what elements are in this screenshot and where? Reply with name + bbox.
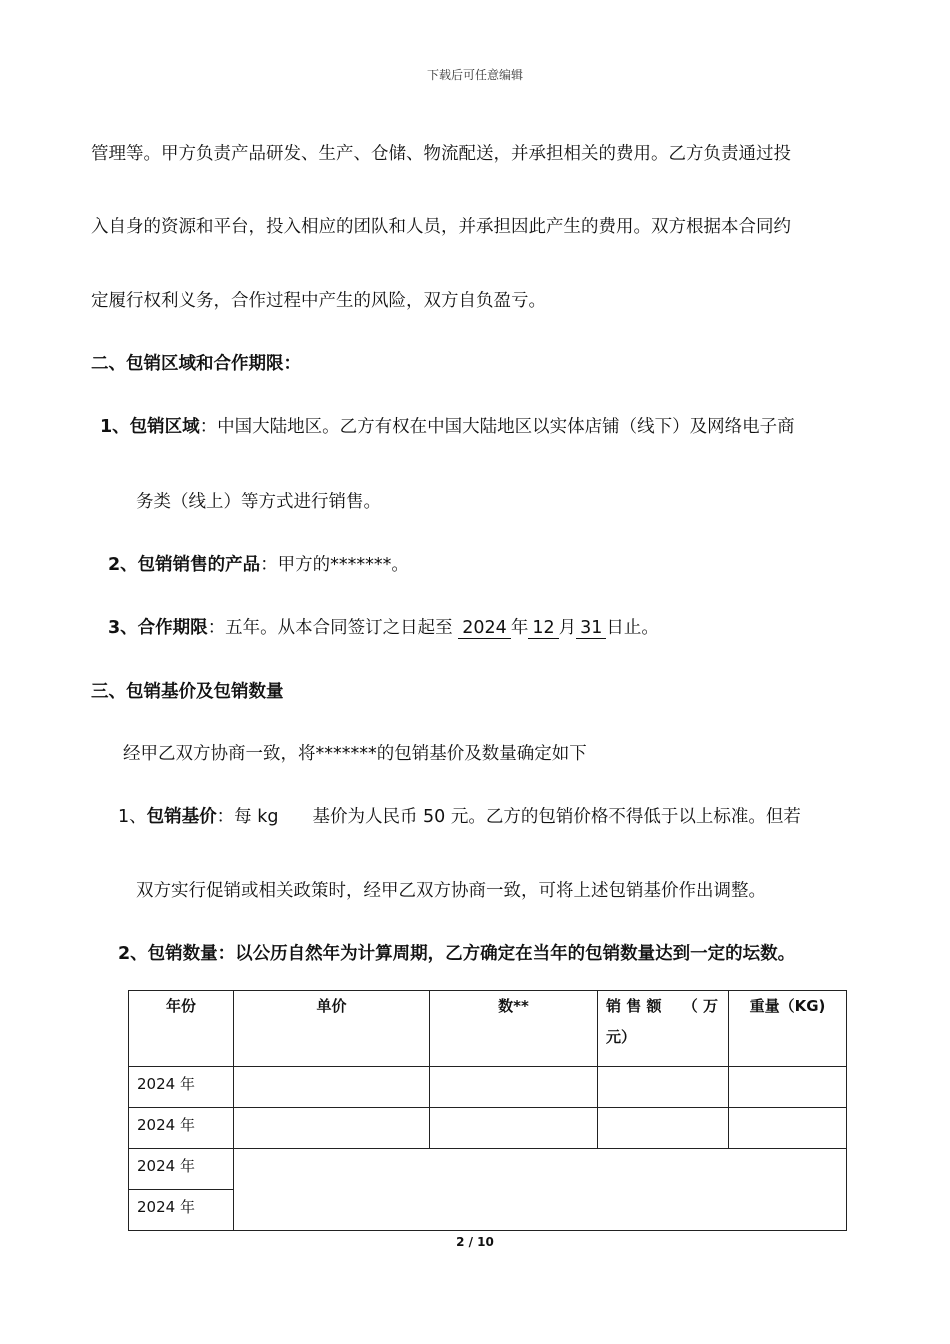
cell-year: 2024 年 <box>129 1190 234 1231</box>
clause-text: ：甲方的*******。 <box>260 555 409 575</box>
page-number: 2 / 10 <box>456 1235 494 1249</box>
header-price: 单价 <box>234 991 430 1067</box>
merged-cell <box>234 1149 847 1231</box>
header-sales-part: （ 万 <box>682 997 718 1015</box>
clause-area <box>100 415 795 439</box>
header-sales <box>598 991 729 1067</box>
page-header-watermark: 下载后可任意编辑 <box>426 68 523 82</box>
end-day: 31 <box>576 618 606 639</box>
clause-label: 3、合作期限 <box>108 618 208 638</box>
clause-term <box>108 616 659 640</box>
clause-product <box>108 553 409 577</box>
clause-text: ：中国大陆地区。乙方有权在中国大陆地区以实体店铺（线下）及网络电子商 <box>199 417 795 437</box>
day-unit: 日止。 <box>606 618 659 638</box>
cell-year: 2024 年 <box>129 1067 234 1108</box>
header-sales-part: 元） <box>606 1028 637 1046</box>
cell-sales <box>598 1067 729 1108</box>
clause-label: 1、包销区域 <box>100 417 200 437</box>
clause-text: 务类（线上）等方式进行销售。 <box>136 492 381 512</box>
table-row <box>129 1108 847 1149</box>
cell-year: 2024 年 <box>129 1149 234 1190</box>
clause-label: 包销基价 <box>146 807 217 827</box>
cell-quantity <box>430 1108 598 1149</box>
section-heading: 三、包销基价及包销数量 <box>91 682 284 702</box>
clause-text: ：五年。从本合同签订之日起至 <box>207 618 453 638</box>
clause-number: 1、 <box>118 807 147 827</box>
quantity-table <box>128 990 847 1231</box>
cell-sales <box>598 1108 729 1149</box>
header-year: 年份 <box>129 991 234 1067</box>
clause-quantity: 2、包销数量：以公历自然年为计算周期，乙方确定在当年的包销数量达到一定的坛数。 <box>118 944 796 964</box>
cell-weight <box>729 1108 847 1149</box>
cell-weight <box>729 1067 847 1108</box>
table-header-row <box>129 991 847 1067</box>
end-year: 2024 <box>458 618 511 639</box>
table-row <box>129 1067 847 1108</box>
end-month: 12 <box>528 618 558 639</box>
header-quantity: 数** <box>430 991 598 1067</box>
clause-label: 2、包销销售的产品 <box>108 555 261 575</box>
table-row <box>129 1149 847 1190</box>
month-unit: 月 <box>558 618 577 638</box>
header-sales-part: 销 售 额 <box>606 997 662 1015</box>
paragraph-line: 入自身的资源和平台，投入相应的团队和人员，并承担因此产生的费用。双方根据本合同约 <box>91 217 791 237</box>
clause-text: ：每 kg <box>216 807 279 827</box>
cell-quantity <box>430 1067 598 1108</box>
clause-text: 双方实行促销或相关政策时，经甲乙双方协商一致，可将上述包销基价作出调整。 <box>136 881 766 901</box>
section-intro: 经甲乙双方协商一致，将*******的包销基价及数量确定如下 <box>123 744 587 764</box>
header-weight: 重量（KG) <box>729 991 847 1067</box>
year-unit: 年 <box>510 618 529 638</box>
cell-year: 2024 年 <box>129 1108 234 1149</box>
section-heading: 二、包销区域和合作期限： <box>91 354 301 374</box>
clause-base-price <box>118 805 801 829</box>
paragraph-line: 定履行权利义务，合作过程中产生的风险，双方自负盈亏。 <box>91 291 546 311</box>
cell-price <box>234 1108 430 1149</box>
paragraph-line: 管理等。甲方负责产品研发、生产、仓储、物流配送，并承担相关的费用。乙方负责通过投 <box>91 144 791 164</box>
clause-text: 基价为人民币 50 元。乙方的包销价格不得低于以上标准。但若 <box>312 807 801 827</box>
cell-price <box>234 1067 430 1108</box>
